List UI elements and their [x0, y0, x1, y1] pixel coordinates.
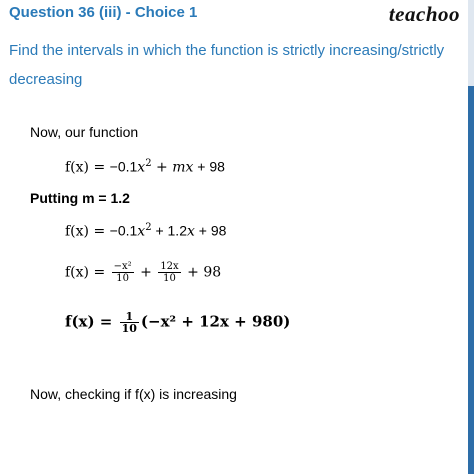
- eq4-body: (−x² + 12x + 980): [140, 312, 291, 331]
- eq1-plus: +: [151, 159, 173, 176]
- eq3-lhs: f(x) =: [65, 264, 110, 281]
- brand-logo: teachoo: [388, 2, 460, 26]
- equation-1: $f(x) = -0.1x^2$ + mx + 98: [65, 158, 225, 176]
- eq3-tail: + 98: [187, 264, 222, 281]
- eq2-mid: + 1.2: [151, 222, 187, 239]
- eq2-coef: −0.1: [109, 222, 138, 239]
- putting-m-text: Putting m = 1.2: [30, 190, 130, 206]
- side-scroll-thumb: [468, 86, 474, 474]
- intro-text: Now, our function: [30, 124, 139, 140]
- equation-2: $f(x) = -0.1x^2 + 1.2x + 98$: [65, 222, 227, 240]
- equation-3: [65, 261, 221, 284]
- question-text: Find the intervals in which the function is strictly increasing/strictly decreasing: [9, 42, 445, 88]
- eq1-const: + 98: [193, 158, 225, 175]
- eq4-fraction: $\frac{1}{10}$: [121, 310, 137, 335]
- eq1-lhs: f(x) =: [65, 159, 110, 176]
- eq3-fraction-2: $\frac{12x}{10}$: [160, 261, 179, 284]
- eq3-plus: +: [140, 264, 152, 281]
- equation-4: [65, 311, 290, 334]
- eq4-lhs: f(x) =: [65, 312, 118, 331]
- eq3-fraction-1: $\frac{\text{−x²}}{10}$: [113, 261, 132, 284]
- eq1-coef: −0.1: [109, 158, 138, 175]
- eq2-lhs: f(x) =: [65, 223, 110, 240]
- question-title: Question 36 (iii) - Choice 1: [9, 4, 198, 21]
- eq2-const: + 98: [194, 222, 227, 239]
- conclusion-text: Now, checking if f(x) is increasing: [30, 386, 237, 402]
